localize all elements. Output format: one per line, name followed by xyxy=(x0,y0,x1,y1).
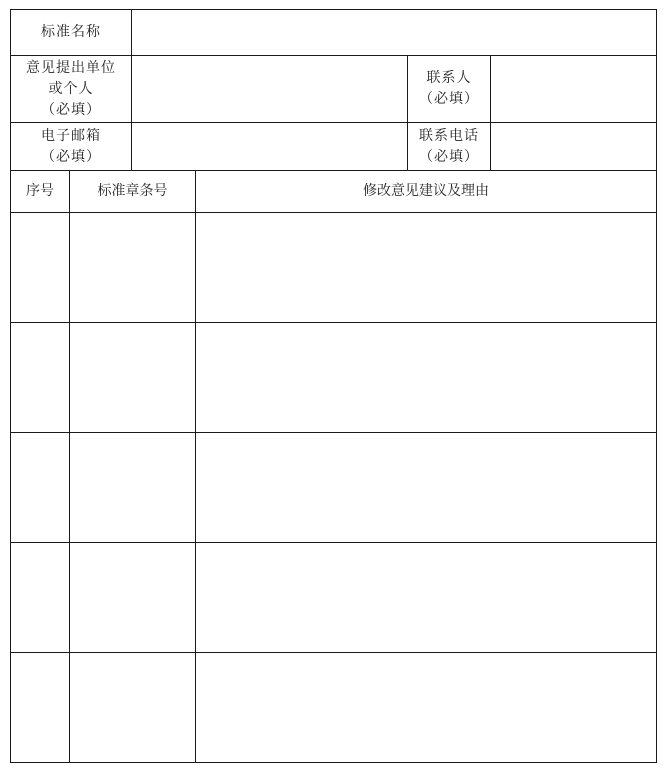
phone-required-note: （必填） xyxy=(419,148,479,165)
standard-name-field[interactable] xyxy=(131,9,657,56)
row-4-index-cell[interactable] xyxy=(10,542,70,653)
column-header-index-label: 序号 xyxy=(26,183,54,199)
row-1-index-cell[interactable] xyxy=(10,212,70,323)
row-3-clause-cell[interactable] xyxy=(69,432,196,543)
email-field[interactable] xyxy=(131,122,408,171)
row-4-clause-cell[interactable] xyxy=(69,542,196,653)
standard-name-label-cell xyxy=(10,9,132,56)
standard-name-label: 标准名称 xyxy=(41,24,101,40)
row-2-clause-cell[interactable] xyxy=(69,322,196,433)
comment-form xyxy=(10,9,657,763)
submitter-label-line1: 意见提出单位 xyxy=(26,59,116,76)
phone-field[interactable] xyxy=(490,122,657,171)
row-2-index-cell[interactable] xyxy=(10,322,70,433)
row-1-comment-cell[interactable] xyxy=(195,212,657,323)
row-1-clause-cell[interactable] xyxy=(69,212,196,323)
contact-field[interactable] xyxy=(490,55,657,123)
column-header-comment xyxy=(195,170,657,213)
row-5-comment-cell[interactable] xyxy=(195,652,657,763)
submitter-field[interactable] xyxy=(131,55,408,123)
row-5-clause-cell[interactable] xyxy=(69,652,196,763)
email-required-note: （必填） xyxy=(41,148,101,165)
phone-label-cell xyxy=(407,122,491,171)
row-3-comment-cell[interactable] xyxy=(195,432,657,543)
submitter-label-line2: 或个人 xyxy=(48,80,94,97)
row-5-index-cell[interactable] xyxy=(10,652,70,763)
phone-label: 联系电话 xyxy=(419,127,479,144)
email-label-cell xyxy=(10,122,132,171)
column-header-comment-label: 修改意见建议及理由 xyxy=(363,183,489,199)
column-header-index xyxy=(10,170,70,213)
submitter-label-cell xyxy=(10,55,132,123)
contact-label-cell xyxy=(407,55,491,123)
submitter-required-note: （必填） xyxy=(41,101,101,118)
contact-label: 联系人 xyxy=(426,70,472,86)
row-3-index-cell[interactable] xyxy=(10,432,70,543)
contact-required-note: （必填） xyxy=(419,91,479,107)
row-2-comment-cell[interactable] xyxy=(195,322,657,433)
row-4-comment-cell[interactable] xyxy=(195,542,657,653)
email-label: 电子邮箱 xyxy=(41,127,101,144)
column-header-clause xyxy=(69,170,196,213)
column-header-clause-label: 标准章条号 xyxy=(97,183,168,199)
